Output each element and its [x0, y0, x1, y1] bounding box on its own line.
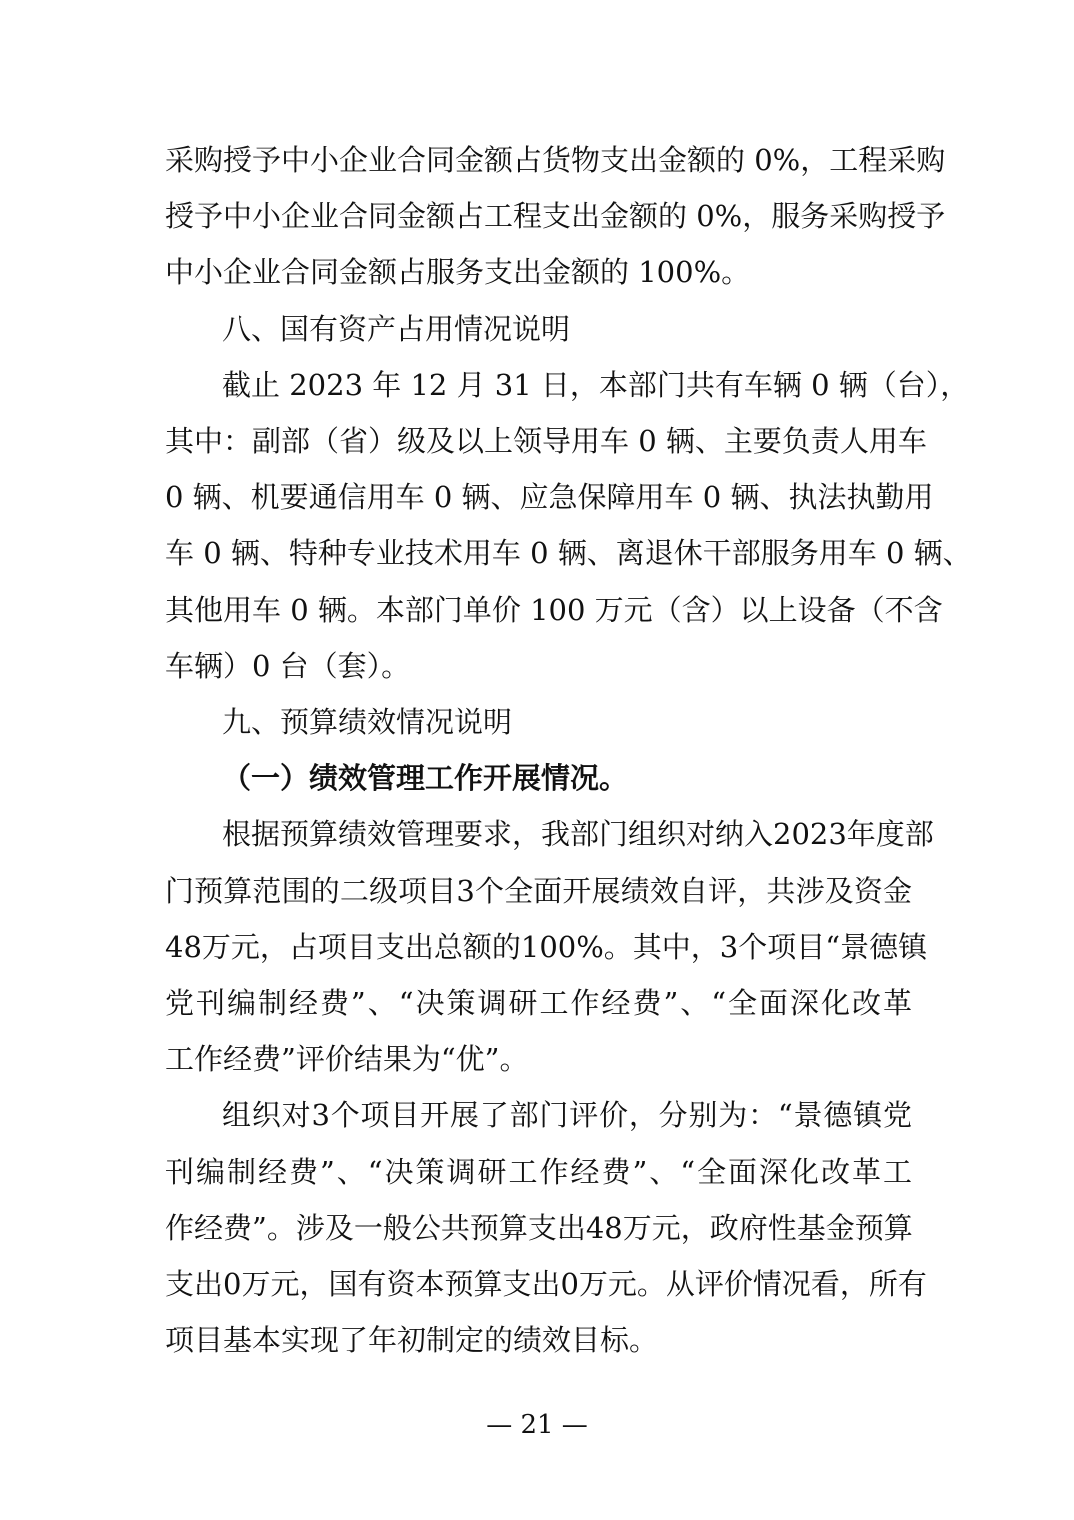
text-line: 车辆）0 台（套）。	[165, 648, 411, 683]
text-line: 48万元，占项目支出总额的100%。其中，3个项目“景德镇	[165, 929, 928, 964]
text-line: 支出0万元，国有资本预算支出0万元。从评价情况看，所有	[165, 1267, 927, 1301]
text-line: 0 辆、机要通信用车 0 辆、应急保障用车 0 辆、执法执勤用	[165, 480, 934, 515]
section-heading: 九、预算绩效情况说明	[222, 705, 513, 739]
text-line: 中小企业合同金额占服务支出金额的 100%。	[165, 255, 751, 290]
section-heading: （一）绩效管理工作开展情况。	[222, 761, 629, 796]
text-line: 授予中小企业合同金额占工程支出金额的 0%，服务采购授予	[165, 199, 946, 234]
text-line: 项目基本实现了年初制定的绩效目标。	[165, 1323, 659, 1358]
text-line: 截止 2023 年 12 月 31 日，本部门共有车辆 0 辆（台），	[222, 367, 970, 402]
text-line: 刊编制经费”、“决策调研工作经费”、“全面深化改革工	[165, 1154, 912, 1189]
section-heading: 八、国有资产占用情况说明	[222, 311, 571, 346]
text-line: 工作经费”评价结果为“优”。	[165, 1042, 529, 1077]
page-number: — 21 —	[486, 1410, 588, 1440]
text-line: 党刊编制经费”、“决策调研工作经费”、“全面深化改革	[165, 986, 912, 1020]
text-line: 组织对3个项目开展了部门评价，分别为：“景德镇党	[222, 1098, 912, 1133]
text-line: 门预算范围的二级项目3个全面开展绩效自评，共涉及资金	[165, 873, 912, 908]
text-line: 其中：副部（省）级及以上领导用车 0 辆、主要负责人用车	[165, 424, 927, 458]
text-line: 车 0 辆、特种专业技术用车 0 辆、离退休干部服务用车 0 辆、	[165, 536, 972, 571]
text-line: 作经费”。涉及一般公共预算支出48万元，政府性基金预算	[165, 1210, 913, 1245]
text-line: 其他用车 0 辆。本部门单价 100 万元（含）以上设备（不含	[165, 592, 943, 627]
text-line: 根据预算绩效管理要求，我部门组织对纳入2023年度部	[222, 817, 934, 852]
text-line: 采购授予中小企业合同金额占货物支出金额的 0%，工程采购	[165, 143, 946, 177]
